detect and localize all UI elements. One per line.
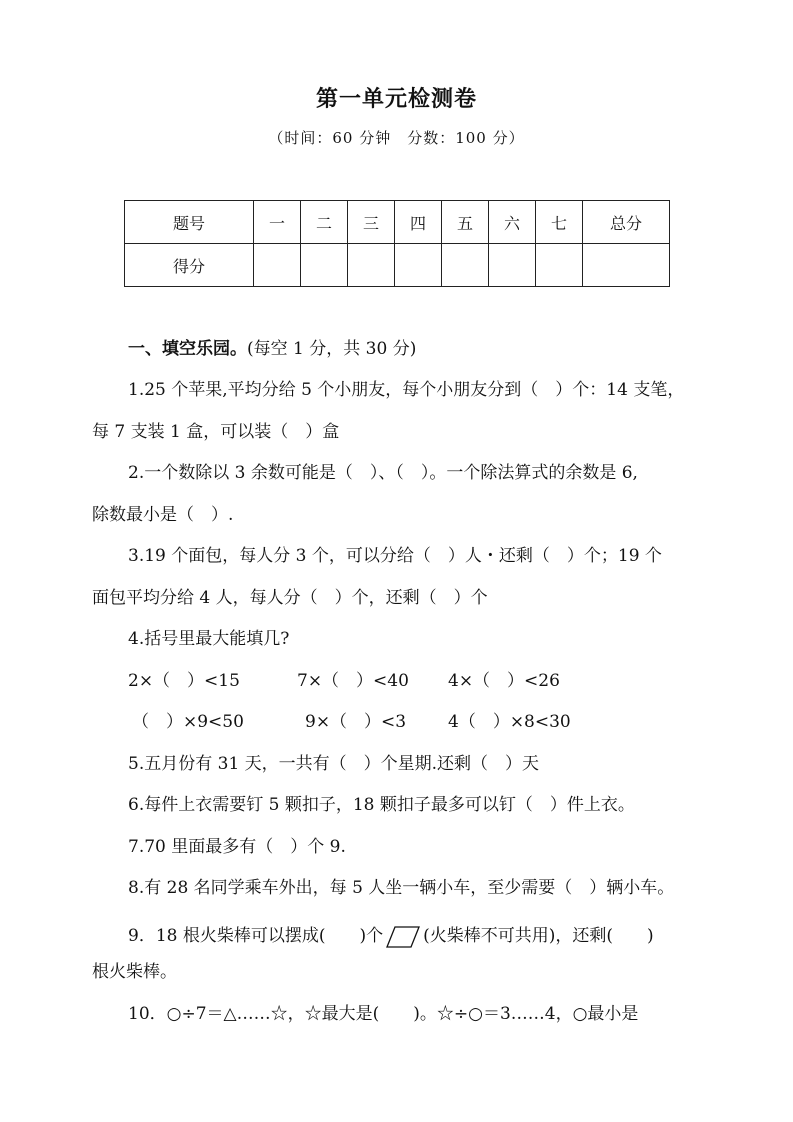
question-4-item: 7×（ ）<40: [297, 671, 409, 691]
score-cell[interactable]: [489, 244, 536, 287]
page-title: 第一单元检测卷: [315, 87, 477, 112]
question-8: 8.有 28 名同学乘车外出，每 5 人坐一辆小车，至少需要（ ）辆小车。: [128, 878, 675, 898]
header-cell: 二: [301, 201, 348, 244]
header-cell: 四: [395, 201, 442, 244]
question-4-item: 4（ ）×8<30: [448, 712, 571, 732]
header-cell: 三: [348, 201, 395, 244]
section-title: 一、填空乐园。: [128, 339, 247, 359]
header-cell: 六: [489, 201, 536, 244]
score-cell[interactable]: [536, 244, 583, 287]
question-9-part-a: 9．18 根火柴棒可以摆成( )个: [128, 926, 384, 946]
question-4-item: 2×（ ）<15: [128, 671, 240, 691]
question-3-line-1: 3.19 个面包，每人分 3 个，可以分给（ ）人・还剩（ ）个；19 个: [128, 546, 662, 566]
header-cell: 五: [442, 201, 489, 244]
score-cell[interactable]: [254, 244, 301, 287]
question-4-item: 4×（ ）<26: [448, 671, 560, 691]
question-4-title: 4.括号里最大能填几?: [128, 629, 290, 649]
question-9-part-b: (火柴棒不可共用)，还剩( ): [423, 926, 654, 946]
score-table: [124, 200, 670, 287]
header-cell: 一: [254, 201, 301, 244]
score-cell[interactable]: [442, 244, 489, 287]
question-5: 5.五月份有 31 天，一共有（ ）个星期.还剩（ ）天: [128, 754, 540, 774]
score-table-header-row: [125, 201, 670, 244]
score-row-label: 得分: [125, 244, 254, 287]
question-1-line-2: 每 7 支装 1 盒，可以装（ ）盒: [92, 422, 340, 442]
score-cell[interactable]: [301, 244, 348, 287]
question-9-line-1: [128, 924, 654, 949]
question-10: 10．○÷7＝△……☆，☆最大是( )。☆÷○＝3……4，○最小是: [128, 1004, 639, 1024]
question-4-item: 9×（ ）<3: [305, 712, 407, 732]
parallelogram-icon: [385, 925, 421, 949]
score-table-score-row: [125, 244, 670, 287]
score-cell[interactable]: [583, 244, 670, 287]
question-1-line-1: 1.25 个苹果,平均分给 5 个小朋友，每个小朋友分到（ ）个：14 支笔，: [128, 380, 685, 400]
header-cell: 题号: [125, 201, 254, 244]
question-4-item: （ ）×9<50: [132, 712, 244, 732]
question-6: 6.每件上衣需要钉 5 颗扣子，18 颗扣子最多可以钉（ ）件上衣。: [128, 795, 635, 815]
score-cell[interactable]: [395, 244, 442, 287]
section-heading: [128, 337, 416, 361]
score-cell[interactable]: [348, 244, 395, 287]
question-9-line-2: 根火柴棒。: [92, 962, 177, 982]
header-cell: 总分: [583, 201, 670, 244]
exam-info: （时间：60 分钟 分数：100 分）: [268, 129, 525, 147]
question-2-line-2: 除数最小是（ ）.: [92, 505, 234, 525]
question-2-line-1: 2.一个数除以 3 余数可能是（ ）、（ ）。一个除法算式的余数是 6,: [128, 463, 638, 483]
question-3-line-2: 面包平均分给 4 人，每人分（ ）个，还剩（ ）个: [92, 588, 488, 608]
section-note: (每空 1 分，共 30 分): [247, 339, 417, 359]
header-cell: 七: [536, 201, 583, 244]
question-7: 7.70 里面最多有（ ）个 9.: [128, 837, 346, 857]
